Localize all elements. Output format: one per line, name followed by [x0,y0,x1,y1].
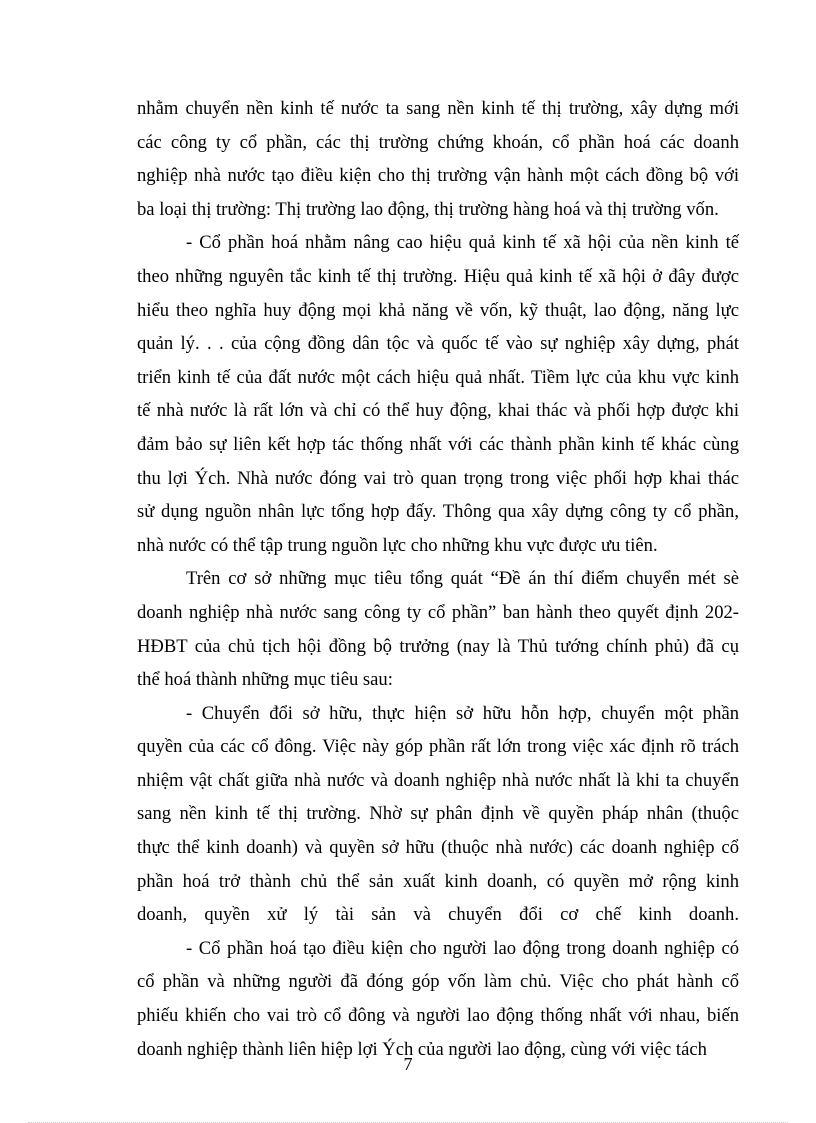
text-line: Trên cơ sở những mục tiêu tổng quát “Đề án thí điểm chuyển mét sè [186,568,739,590]
text-line: cổ phần và những người đã đóng góp vốn làm chủ. Việc cho phát hành cổ [137,971,739,993]
text-line: nhà nước có thể tập trung nguồn lực cho những khu vực được ưu tiên. [137,534,658,556]
text-line: tế nhà nước là rất lớn và chỉ có thể huy động, khai thác và phối hợp được khi [137,400,739,422]
text-line: thể hoá thành những mục tiêu sau: [137,669,393,691]
text-line: sang nền kinh tế thị trường. Nhờ sự phân định về quyền pháp nhân (thuộc [137,803,739,825]
page-number: 7 [403,1054,413,1074]
text-line: - Chuyển đổi sở hữu, thực hiện sở hữu hỗn hợp, chuyển một phần [186,702,739,724]
text-line: thực thể kinh doanh) và quyền sở hữu (thuộc nhà nước) các doanh nghiệp cổ [137,837,739,859]
text-line: sử dụng nguồn nhân lực tổng hợp đấy. Thông qua xây dựng công ty cổ phần, [137,501,739,523]
text-line: nhiệm vật chất giữa nhà nước và doanh nghiệp nhà nước nhất là khi ta chuyển [137,769,739,791]
text-line: - Cổ phần hoá tạo điều kiện cho người lao động trong doanh nghiệp có [186,937,739,959]
text-line: phiếu khiến cho vai trò cổ đông và người lao động thống nhất với nhau, biến [137,1005,739,1027]
text-line: nhằm chuyển nền kinh tế nước ta sang nền kinh tế thị trường, xây dựng mới [137,98,739,119]
text-line: phần hoá trở thành chủ thể sản xuất kinh doanh, có quyền mở rộng kinh [137,870,739,892]
text-line: doanh nghiệp thành liên hiệp lợi Ých của người lao động, cùng với việc tách [137,1038,707,1060]
text-line: đảm bảo sự liên kết hợp tác thống nhất với các thành phần kinh tế khác cùng [137,433,739,455]
text-line: HĐBT của chủ tịch hội đồng bộ trưởng (nay là Thủ tướng chính phủ) đã cụ [137,635,739,657]
text-line: ba loại thị trường: Thị trường lao động, thị trường hàng hoá và thị trường vốn. [137,198,719,220]
text-line: - Cổ phần hoá nhằm nâng cao hiệu quả kinh tế xã hội của nền kinh tế [186,232,739,254]
text-line: triển kinh tế của đất nước một cách hiệu quả nhất. Tiềm lực của khu vực kinh [137,366,739,388]
text-line: quản lý. . . của cộng đồng dân tộc và quốc tế vào sự nghiệp xây dựng, phát [137,333,739,355]
text-line: các công ty cổ phần, các thị trường chứng khoán, cổ phần hoá các doanh [137,131,739,153]
text-line: theo những nguyên tắc kinh tế thị trường. Hiệu quả kinh tế xã hội ở đây được [137,265,739,287]
text-line: nghiệp nhà nước tạo điều kiện cho thị trường vận hành một cách đồng bộ với [137,165,739,187]
body-text [137,92,739,1066]
text-line: hiểu theo nghĩa huy động mọi khả năng về vốn, kỹ thuật, lao động, năng lực [137,299,739,321]
text-line: doanh nghiệp nhà nước sang công ty cổ phần” ban hành theo quyết định 202- [137,601,739,623]
text-line: quyền của các cổ đông. Việc này góp phần rất lớn trong việc xác định rõ trách [137,736,739,758]
text-line: doanh, quyền xử lý tài sản và chuyển đổi cơ chế kinh doanh. [137,904,739,926]
text-line: thu lợi Ých. Nhà nước đóng vai trò quan trọng trong việc phối hợp khai thác [137,467,739,489]
